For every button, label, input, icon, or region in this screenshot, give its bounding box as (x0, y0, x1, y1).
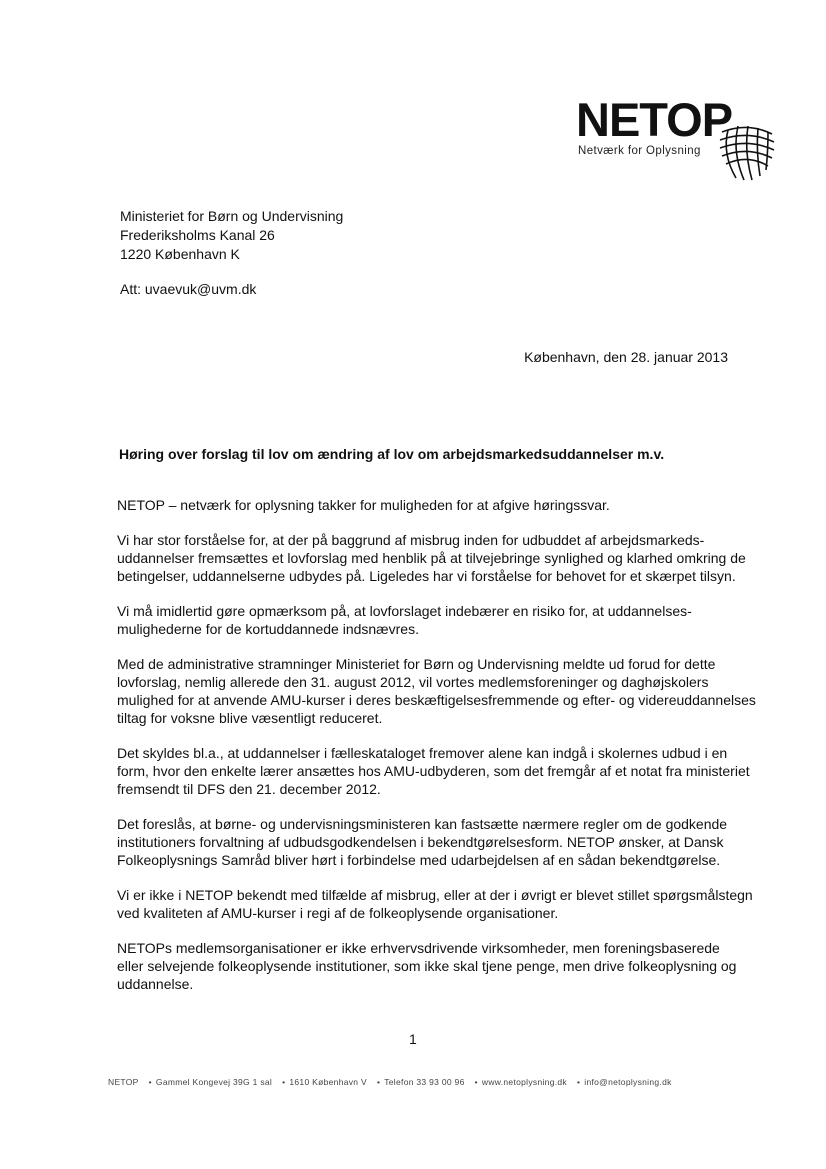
text-line: Det skyldes bl.a., at uddannelser i fælleskataloget fremover alene kan indgå i skolernes udbud i en (117, 745, 728, 761)
recipient-city: 1220 København K (120, 246, 240, 262)
text-line: Folkeoplysnings Samråd bliver hørt i forbindelse med udarbejdelsen af en sådan bekendtgørelse. (117, 852, 721, 868)
text-line: betingelser, uddannelserne udbydes på. Ligeledes har vi forståelse for behovet for et skærpet tilsyn. (117, 568, 736, 584)
paragraph (117, 886, 753, 922)
text-line: uddannelser fremsættes et lovforslag med henblik på at tilvejebringe synlighed og klarhed omkring de (117, 550, 746, 566)
bullet-icon: • (474, 1077, 478, 1087)
text-line: Det foreslås, at børne- og undervisningsministeren kan fastsætte nærmere regler om de godkende (117, 816, 728, 832)
footer-address: Gammel Kongevej 39G 1 sal (155, 1077, 273, 1087)
bullet-icon: • (282, 1077, 286, 1087)
letter-title: Høring over forslag til lov om ændring af lov om arbejdsmarkedsuddannelser m.v. (119, 446, 665, 462)
paragraph (117, 531, 746, 585)
recipient-att: Att: uvaevuk@uvm.dk (120, 281, 257, 297)
bullet-icon: • (576, 1077, 581, 1087)
text-line: form, hvor den enkelte lærer ansættes hos AMU-udbyderen, som det fremgår af et notat fra ministeriet (117, 763, 750, 779)
text-line: NETOP – netværk for oplysning takker for muligheden for at afgive høringssvar. (117, 497, 610, 513)
paragraph (117, 602, 737, 638)
text-line: institutioners forvaltning af udbudsgodkendelsen i bekendtgørelsesform. NETOP ønsker, at Dansk (117, 834, 724, 850)
text-line: Vi har stor forståelse for, at der på baggrund af misbrug inden for udbuddet af arbejdsmarkeds- (117, 532, 705, 548)
globe-net-icon (714, 120, 778, 184)
text-line: uddannelse. (117, 976, 194, 992)
recipient-street: Frederiksholms Kanal 26 (120, 227, 275, 243)
bullet-icon: • (148, 1077, 152, 1087)
recipient-name: Ministeriet for Børn og Undervisning (120, 208, 344, 224)
text-line: tiltag for voksne blive væsentligt reduceret. (117, 710, 383, 726)
paragraph (117, 655, 756, 727)
text-line: lovforslag, nemlig allerede den 31. august 2012, vil vortes medlemsforeninger og daghøjskolers (117, 674, 709, 690)
footer-web: www.netoplysning.dk (481, 1077, 567, 1087)
letter-date: København, den 28. januar 2013 (524, 349, 728, 365)
footer-phone: Telefon 33 93 00 96 (384, 1077, 465, 1087)
page-number: 1 (409, 1031, 417, 1047)
text-line: Vi er ikke i NETOP bekendt med tilfælde af misbrug, eller at der i øvrigt er blevet stillet spørgsmålstegn (117, 887, 753, 903)
text-line: mulighed for at anvende AMU-kurser i deres beskæftigelsesfremmende og efter- og videreuddannelses (117, 692, 756, 708)
paragraph (117, 815, 737, 869)
paragraph (117, 496, 737, 514)
netop-logo (568, 93, 778, 186)
logo-tagline: Netværk for Oplysning (578, 145, 701, 157)
footer-org: NETOP (108, 1077, 139, 1087)
text-line: mulighederne for de kortuddannede indsnævres. (117, 621, 419, 637)
paragraph (117, 744, 750, 798)
text-line: Vi må imidlertid gøre opmærksom på, at lovforslaget indebærer en risiko for, at uddannelses- (117, 603, 692, 619)
recipient-address (120, 207, 343, 264)
text-line: Med de administrative stramninger Ministeriet for Børn og Undervisning meldte ud forud for dette (117, 656, 716, 672)
text-line: ved kvaliteten af AMU-kurser i regi af de folkeoplysende organisationer. (117, 905, 559, 921)
logo-wordmark: NETOP (576, 93, 733, 146)
footer-email: info@netoplysning.dk (584, 1077, 672, 1087)
bullet-icon: • (376, 1077, 381, 1087)
text-line: eller selvejende folkeoplysende institutioner, som ikke skal tjene penge, men drive folkeoplysning og (117, 958, 737, 974)
text-line: fremsendt til DFS den 21. december 2012. (117, 781, 381, 797)
letter-body (117, 496, 756, 1010)
text-line: NETOPs medlemsorganisationer er ikke erhvervsdrivende virksomheder, men foreningsbaserede (117, 940, 720, 956)
letter-footer (108, 1077, 676, 1087)
paragraph (117, 939, 737, 993)
footer-city: 1610 København V (289, 1077, 367, 1087)
